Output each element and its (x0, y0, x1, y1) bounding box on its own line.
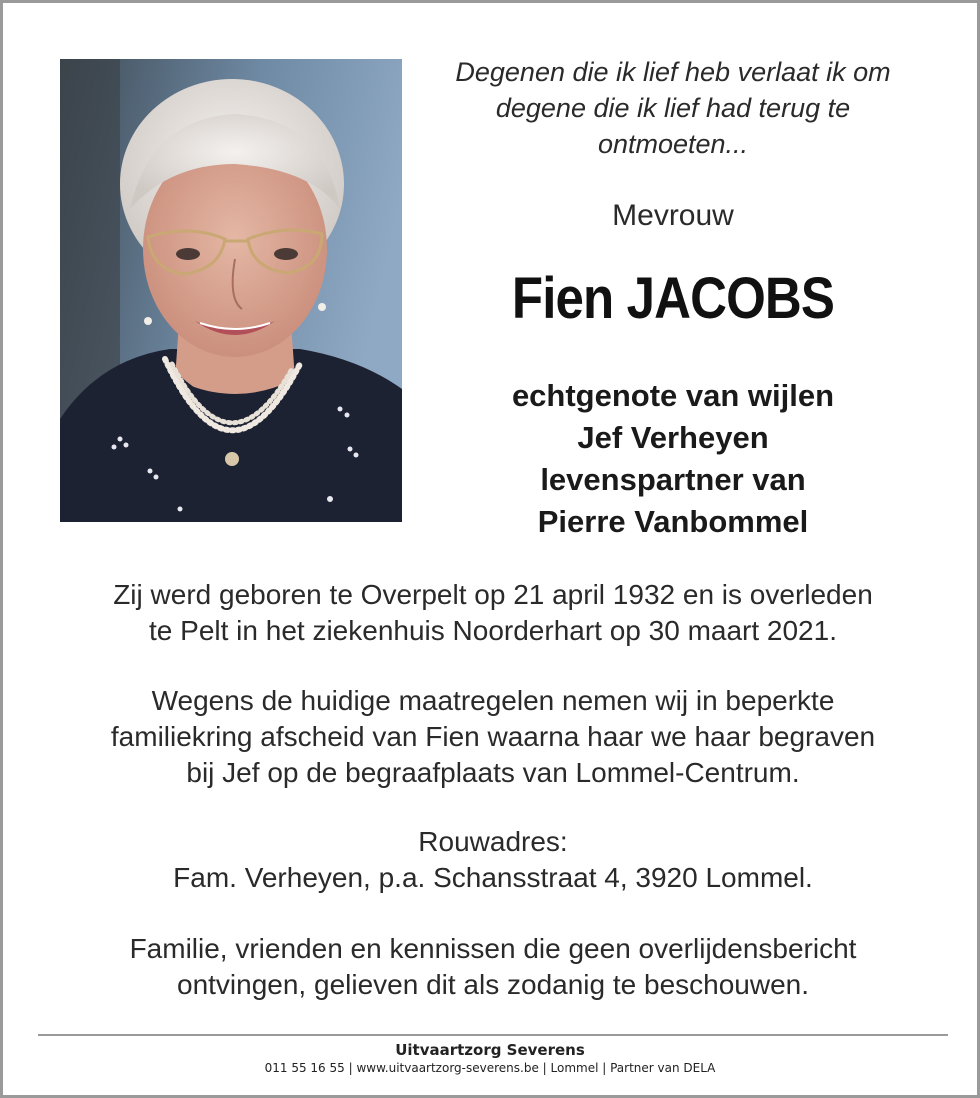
relation-block (413, 375, 933, 543)
memorial-quote (413, 54, 933, 162)
farewell-paragraph (33, 683, 953, 791)
quote-line: Degenen die ik lief heb verlaat ik om (455, 57, 891, 87)
paragraph-line: Wegens de huidige maatregelen nemen wij in beperkte (151, 685, 835, 716)
paragraph-line: Zij werd geboren te Overpelt op 21 april 1932 en is overleden (113, 579, 873, 610)
paragraph-line: bij Jef op de begraafplaats van Lommel-Centrum. (186, 757, 800, 788)
portrait-photo (60, 59, 402, 522)
relation-line: Jef Verheyen (577, 420, 769, 455)
mourning-address-paragraph (33, 824, 953, 896)
birth-death-paragraph (33, 577, 953, 649)
quote-line: ontmoeten... (597, 129, 749, 159)
quote-line: degene die ik lief had terug te (495, 93, 851, 123)
footer-divider (38, 1034, 948, 1036)
paragraph-line: te Pelt in het ziekenhuis Noorderhart op 30 maart 2021. (149, 615, 837, 646)
relation-line: Pierre Vanbommel (537, 504, 809, 539)
paragraph-line: familiekring afscheid van Fien waarna haar we haar begraven (110, 721, 876, 752)
deceased-name: Fien JACOBS (511, 266, 835, 331)
honorific-title: Mevrouw (612, 199, 734, 232)
paragraph-line: Familie, vrienden en kennissen die geen overlijdensbericht (129, 933, 857, 964)
relation-line: levenspartner van (540, 462, 806, 497)
paragraph-line: ontvingen, gelieven dit als zodanig te beschouwen. (177, 969, 809, 1000)
paragraph-line: Rouwadres: (418, 826, 568, 857)
funeral-company-name: Uitvaartzorg Severens (395, 1041, 585, 1059)
paragraph-line: Fam. Verheyen, p.a. Schansstraat 4, 3920 Lommel. (173, 862, 813, 893)
notice-paragraph (33, 931, 953, 1003)
portrait-illustration (60, 59, 402, 522)
relation-line: echtgenote van wijlen (511, 378, 835, 413)
funeral-company-info: 011 55 16 55 | www.uitvaartzorg-severens.be | Lommel | Partner van DELA (264, 1061, 716, 1075)
